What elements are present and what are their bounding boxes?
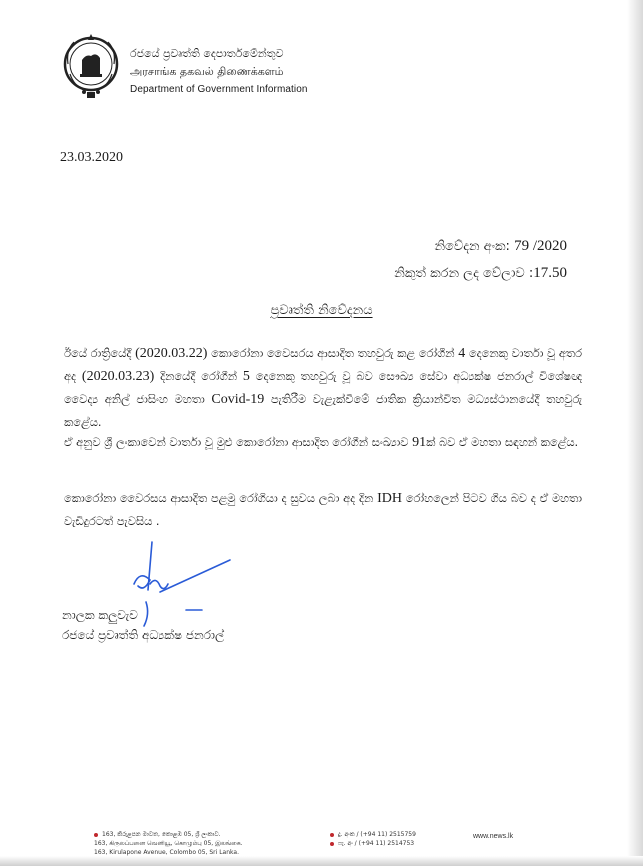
phone-bullet-icon	[330, 833, 334, 837]
department-name-sinhala: රජයේ ප්‍රවෘත්ති දෙපාර්තමේන්තුව	[130, 47, 284, 60]
p1-count-yesterday: 4	[458, 346, 466, 361]
p3-text-c: රෝහලෙන් පිටව ගිය බව ද ඒ මහතා වැඩිදුරටත් පැවසිය .	[64, 491, 583, 528]
phone-number: (+94 11) 2515759	[360, 831, 416, 838]
notice-number: 79 /2020	[514, 238, 567, 254]
paragraph-2	[64, 431, 582, 454]
fax-bullet-icon	[330, 842, 334, 846]
notice-number-line	[394, 233, 567, 260]
footer-contacts	[330, 830, 416, 848]
p1-covid-term: Covid-19	[211, 392, 265, 407]
p3-hospital-abbrev: IDH	[377, 491, 402, 506]
department-name-block	[130, 45, 308, 99]
notice-number-label: නිවේදන අංක:	[434, 239, 510, 254]
address-english: 163, Kirulapone Avenue, Colombo 05, Sri Lanka.	[94, 849, 239, 856]
signatory-block	[62, 605, 224, 645]
fax-label: ෆැ. අං /	[338, 840, 359, 847]
fax-number: (+94 11) 2514753	[358, 840, 415, 847]
press-release-heading: ප්‍රවෘත්ති නිවේදනය	[270, 303, 373, 318]
page-bottom-shadow	[0, 856, 643, 866]
p1-text-k: පැතිරීම වැළැක්වීමේ ජාතික ක්‍රියාන්විත මධ්‍යස්ථානයේදී තහවුරු කළේය.	[64, 392, 582, 429]
footer-website: www.news.lk	[473, 833, 514, 840]
address-sinhala: 163, කිරුළපන මාවත, කොළඹ 05, ශ්‍රී ලංකාව.	[102, 831, 221, 838]
issue-time-label: නිකුත් කරන ලද වේලාව :	[394, 266, 534, 281]
paragraph-3	[64, 487, 582, 533]
p1-date-yesterday: (2020.03.22)	[135, 346, 208, 361]
signatory-title: රජයේ ප්‍රවෘත්ති අධ්‍යක්ෂ ජනරාල්	[62, 628, 225, 642]
sri-lanka-emblem-icon	[60, 30, 122, 102]
p2-text-a: ඒ අනුව ශ්‍රී ලංකාවෙන් වාර්තා වූ මුළු කොරෝනා ආසාදිත රෝගීන් සංඛ්‍යාව	[64, 435, 413, 449]
p3-text-a: කොරෝනා වෛරසය ආසාදිත පළමු රෝගියා ද සුවය ලබා අද දින	[64, 491, 378, 505]
p2-total-count: 91	[412, 435, 427, 450]
signatory-name: නාලක කලුවැව	[62, 608, 138, 622]
p1-text-g: දිනයේදී රෝගීන්	[154, 369, 243, 383]
paragraph-1	[64, 342, 582, 434]
department-name-english: Department of Government Information	[130, 84, 308, 95]
p1-text-e: දෙනෙකු වාර්තා වූ අතර අද	[64, 346, 583, 383]
department-name-tamil: அரசாங்க தகவல் திணைக்களம்	[130, 65, 284, 78]
page-edge-shadow	[627, 0, 643, 866]
p1-text-i: දෙනෙකු තහවුරු වූ බව සෞඛ්‍ය සේවා අධ්‍යක්ෂ ජනරාල් විශේෂඥ වෛද්‍ය අනිල් ජාසිංහ මහතා	[64, 369, 583, 406]
phone-label: දු. අංක /	[338, 831, 361, 838]
notice-meta	[394, 233, 567, 287]
footer-address	[94, 830, 243, 857]
issue-time: 17.50	[533, 265, 567, 281]
p1-date-today: (2020.03.23)	[81, 369, 155, 384]
bullet-icon	[94, 833, 98, 837]
p2-text-c: ක් බව ඒ මහතා සඳහන් කළේය.	[426, 435, 579, 449]
address-tamil: 163, கிருலப்பனை வெனியூ, கொழும்பு 05, இலங்கை.	[94, 840, 243, 847]
p1-count-today: 5	[242, 369, 250, 384]
p1-text-c: කොරෝනා වෛසරය ආසාදිත තහවුරු කළ රෝගීන්	[207, 346, 459, 360]
issue-time-line	[394, 260, 567, 287]
p1-text-a: ඊයේ රාත්‍රියේදී	[64, 346, 136, 360]
document-date: 23.03.2020	[60, 150, 123, 165]
